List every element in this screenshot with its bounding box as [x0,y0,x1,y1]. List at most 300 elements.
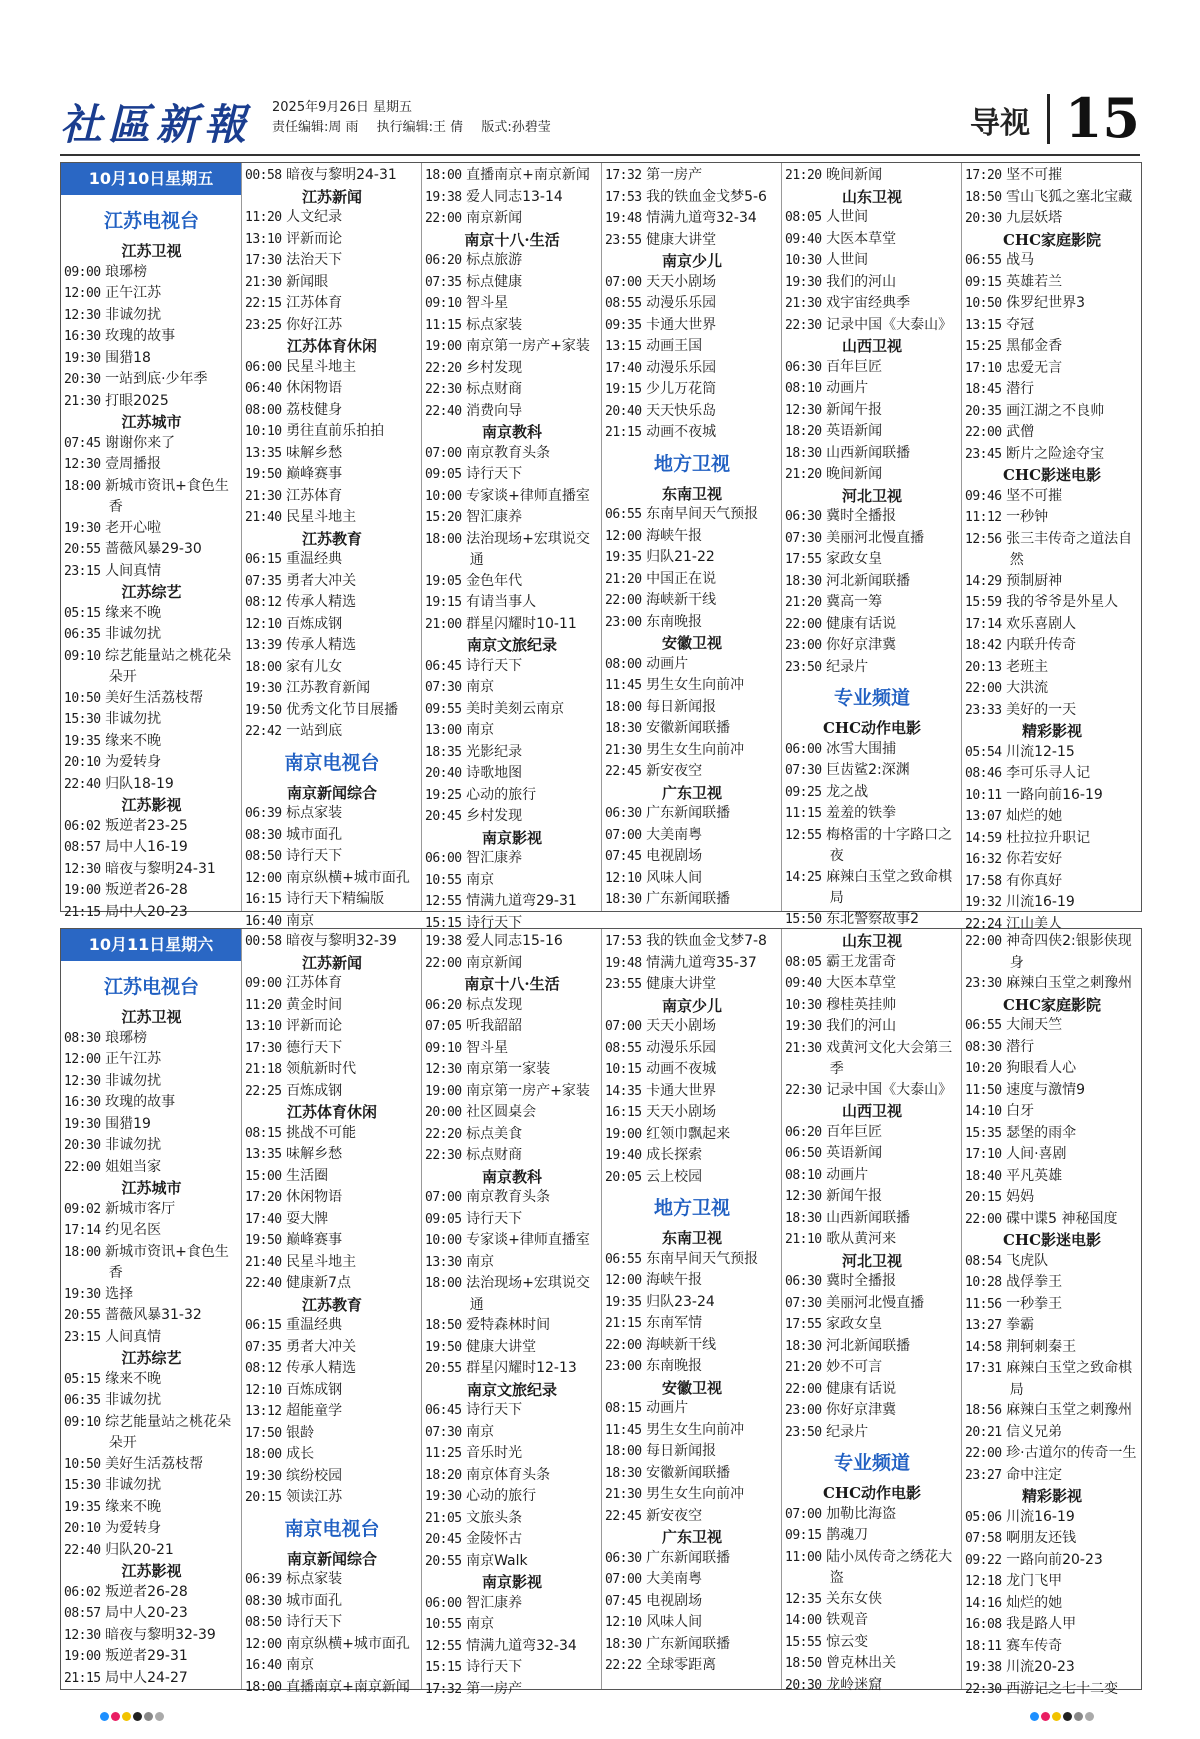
program-item [965,1679,1139,1701]
station-heading: 江苏电视台 [103,210,199,232]
program-title: 新闻午报 [826,1188,883,1204]
program-time: 18:20 [785,424,822,439]
registration-dot [144,1712,153,1721]
program-title: 味解乡愁 [286,444,343,461]
program-item [64,1157,239,1179]
program-item [64,688,239,710]
program-item [605,740,779,762]
program-title: 坚不可摧 [1006,167,1063,183]
program-item [425,891,599,913]
program-time: 23:25 [245,317,282,333]
program-item [425,250,599,272]
program-item [785,506,959,528]
program-item [425,1145,599,1167]
program-time: 13:12 [245,1404,282,1419]
program-item [64,1327,239,1349]
program-title: 江苏体育 [286,487,343,504]
program-time: 12:30 [64,457,101,472]
program-title: 江苏体育 [286,975,343,991]
program-time: 08:50 [245,849,282,864]
program-item [605,187,779,209]
program-title: 专家谈+律师直播室 [466,1232,590,1248]
program-item [425,1529,599,1551]
program-item [605,315,779,337]
program-title: 记录中国《大泰山》 [826,316,953,333]
program-title: 预制厨神 [1006,572,1063,589]
program-time: 08:30 [965,1039,1002,1055]
program-time: 08:00 [245,402,282,418]
program-time: 20:55 [64,1308,101,1323]
program-time: 06:39 [245,806,282,821]
program-time: 21:10 [785,1232,822,1247]
program-title: 我的爷爷是外星人 [1006,594,1119,610]
program-time: 20:10 [64,1521,101,1536]
program-time: 19:50 [245,702,282,718]
program-time: 11:50 [965,1082,1002,1098]
program-item [605,1335,779,1357]
program-title: 智汇康养 [466,1594,523,1611]
program-time: 09:00 [245,976,282,991]
channel-heading: 河北卫视 [841,486,902,505]
schedule-block-day2 [60,928,1142,1697]
program-item [245,1038,419,1060]
program-item [965,571,1139,593]
program-item [605,569,779,591]
program-time: 13:35 [245,1147,282,1162]
program-time: 20:10 [64,755,101,770]
program-item [965,742,1139,764]
program-time: 09:10 [425,1040,462,1056]
program-item [64,1518,239,1540]
program-item [605,1569,779,1591]
program-time: 18:11 [965,1638,1002,1654]
program-item [965,1058,1139,1080]
program-title: 归队23-24 [646,1293,715,1310]
editor: 责任编辑:周 雨 [272,120,359,135]
program-title: 标点健康 [466,273,523,290]
program-title: 戏黄河文化大会第三季 [826,1039,953,1077]
program-time: 18:00 [605,699,642,715]
program-title: 玫瑰的故事 [105,1094,176,1110]
program-title: 非诚勿扰 [105,1072,162,1089]
channel-heading: 精彩影视 [1021,1487,1082,1505]
program-time: 21:18 [245,1062,282,1077]
program-title: 消费向导 [466,402,523,419]
program-item [425,806,599,828]
program-item [785,571,959,593]
program-time: 19:30 [785,1019,822,1034]
channel-heading: 安徽卫视 [661,634,722,652]
program-time: 09:40 [785,976,822,991]
program-title: 动画片 [826,380,869,396]
program-title: 鹊魂刀 [826,1527,869,1543]
program-time: 19:15 [425,595,462,610]
program-item [245,1252,419,1274]
program-item [965,1209,1139,1231]
title-divider [1047,94,1050,144]
program-time: 23:00 [785,638,822,653]
registration-marks-left [100,1706,166,1716]
program-item [425,1422,599,1444]
program-time: 12:00 [605,1273,642,1288]
program-item [245,1423,419,1445]
program-title: 重温经典 [286,1317,343,1333]
program-item [245,825,419,847]
program-time: 18:56 [965,1403,1002,1418]
program-title: 大医本草堂 [826,230,897,247]
program-item [605,1167,779,1189]
program-time: 10:55 [425,1617,462,1632]
program-item [965,1166,1139,1188]
program-title: 老班主 [1006,658,1049,675]
program-item [605,1356,779,1378]
program-item [64,1135,239,1157]
program-time: 18:00 [245,1447,282,1462]
channel-heading: 山西卫视 [841,337,902,355]
program-time: 22:00 [425,955,462,971]
channel-heading: 江苏新闻 [301,953,362,972]
program-title: 新闻午报 [826,401,883,418]
program-time: 22:00 [785,1381,822,1397]
program-title: 速度与激情9 [1006,1081,1086,1098]
schedule-column [61,163,241,920]
program-time: 08:46 [965,766,1002,781]
program-time: 13:30 [425,1254,462,1270]
program-time: 20:05 [605,1169,642,1185]
program-time: 09:10 [425,296,462,311]
program-title: 东南早间天气预报 [646,1250,759,1267]
station-heading: 专业频道 [833,687,910,709]
program-title: 挑战不可能 [286,1124,357,1141]
program-item [245,868,419,890]
program-item [965,507,1139,529]
program-item [64,1220,239,1242]
program-title: 大洪流 [1006,680,1049,696]
program-title: 海峡新干线 [646,1336,717,1353]
program-item [64,326,239,348]
channel-heading: 南京十八·生活 [464,230,560,249]
program-title: 平凡英雄 [1006,1167,1063,1184]
program-item [785,1143,959,1165]
program-time: 17:53 [605,189,642,205]
program-title: 南京 [466,1423,495,1440]
program-title: 琅琊榜 [105,1029,148,1046]
program-time: 20:30 [64,372,101,387]
program-time: 21:30 [245,488,282,504]
program-time: 18:45 [965,382,1002,397]
program-title: 打眼2025 [105,392,169,409]
program-title: 英语新闻 [826,423,883,439]
program-time: 11:56 [965,1296,1002,1312]
program-item [785,1336,959,1358]
program-time: 07:00 [785,1506,822,1522]
program-item [245,931,419,953]
program-item [605,825,779,847]
program-time: 19:15 [605,382,642,397]
program-title: 南京教育头条 [466,1189,551,1205]
program-item [965,657,1139,679]
program-title: 龙门飞甲 [1006,1573,1063,1589]
program-title: 男生女生向前冲 [646,741,745,758]
program-time: 08:55 [605,1040,642,1056]
program-title: 动画片 [646,1400,689,1416]
program-time: 12:00 [245,870,282,886]
program-title: 暗夜与黎明24-31 [286,167,397,183]
program-item [64,1028,239,1050]
program-title: 神奇四侠2:银影侠现身 [1006,933,1132,971]
program-title: 战俘拳王 [1006,1274,1063,1290]
program-item [425,1315,599,1337]
program-title: 壹周播报 [105,456,162,472]
program-item [785,1038,959,1080]
program-title: 动漫乐乐园 [646,295,717,311]
program-title: 大美南粤 [646,1571,703,1587]
program-title: 南京第一家装 [466,1061,551,1077]
program-time: 19:30 [245,1468,282,1484]
program-time: 19:35 [64,733,101,749]
program-title: 乡村发现 [466,808,523,824]
program-title: 法治现场+宏琪说交通 [466,530,590,568]
program-item [425,1124,599,1146]
program-time: 12:30 [425,1062,462,1077]
program-item [965,763,1139,785]
program-time: 23:30 [965,976,1002,991]
program-item [425,1081,599,1103]
program-item [605,272,779,294]
registration-dot [122,1712,131,1721]
program-item [785,315,959,337]
program-item [965,1657,1139,1679]
program-item [785,1675,959,1697]
program-time: 17:55 [785,552,822,567]
program-time: 06:45 [425,1403,462,1418]
program-item [605,526,779,548]
program-title: 谢谢你来了 [105,434,176,451]
program-item [605,1441,779,1463]
program-time: 11:12 [965,510,1002,525]
program-time: 19:00 [425,339,462,354]
program-title: 暗夜与黎明32-39 [105,1626,216,1643]
program-item [965,1251,1139,1273]
program-item [425,931,599,953]
program-time: 06:02 [64,818,101,834]
program-title: 重温经典 [286,551,343,567]
program-item [965,486,1139,508]
program-item [64,262,239,284]
program-title: 非诚勿扰 [105,1137,162,1153]
program-time: 18:40 [965,1168,1002,1184]
program-title: 标点家装 [466,316,523,333]
program-title: 标点财商 [466,1147,523,1163]
program-title: 百炼成钢 [286,1381,343,1398]
program-item [425,208,599,230]
schedule-columns [61,163,1141,932]
program-item [64,1369,239,1391]
program-item [605,953,779,975]
program-title: 一路向前16-19 [1006,786,1103,803]
program-item [605,1655,779,1677]
program-time: 17:40 [605,360,642,376]
program-item [965,1550,1139,1572]
program-item [64,518,239,540]
program-time: 17:40 [245,1211,282,1227]
program-time: 23:55 [605,232,642,248]
program-time: 12:00 [245,1636,282,1652]
program-item [965,1443,1139,1465]
program-title: 南京 [286,912,315,929]
program-title: 南京第一房产+家装 [466,338,590,354]
program-time: 09:22 [965,1552,1002,1568]
program-item [785,250,959,272]
program-time: 18:30 [785,445,822,461]
program-item [785,293,959,315]
program-item [245,250,419,272]
program-item [605,868,779,890]
channel-heading: 江苏综艺 [121,1349,182,1367]
program-time: 20:55 [425,1361,462,1376]
program-title: 智斗星 [466,1039,509,1056]
program-item [785,1653,959,1675]
program-time: 15:59 [965,595,1002,610]
program-time: 19:35 [64,1499,101,1515]
program-time: 11:45 [605,678,642,693]
program-time: 15:15 [425,915,462,931]
program-item [785,421,959,443]
program-time: 15:30 [64,712,101,727]
program-item [245,1187,419,1209]
program-item [425,870,599,892]
program-item [965,444,1139,466]
program-item [425,1465,599,1487]
program-title: 爱人同志15-16 [466,933,563,949]
program-item [785,378,959,400]
program-title: 美丽河北慢直播 [826,1294,925,1311]
program-title: 第一房产 [646,167,703,183]
program-item [785,657,959,679]
program-title: 新闻眼 [286,273,329,290]
issue-meta [272,98,565,138]
program-time: 19:38 [425,189,462,205]
program-time: 21:20 [785,595,822,610]
schedule-column [961,929,1141,1697]
program-title: 局中人20-23 [105,1605,188,1621]
program-title: 综艺能量站之桃花朵朵开 [105,1413,232,1451]
station-heading: 地方卫视 [653,452,730,475]
program-time: 05:15 [64,1371,101,1387]
program-title: 瑟堡的雨伞 [1006,1124,1077,1141]
program-item [965,1614,1139,1636]
program-title: 惊云变 [826,1633,869,1650]
program-item [425,1679,599,1701]
program-title: 我们的河山 [826,1018,897,1034]
program-title: 领航新时代 [286,1061,357,1077]
channel-heading: CHC家庭影院 [1002,995,1102,1014]
program-item [245,1401,419,1423]
program-item [245,1123,419,1145]
program-time: 23:00 [785,1403,822,1418]
program-time: 21:40 [245,1254,282,1270]
program-title: 直播南京+南京新闻 [286,1678,410,1695]
program-time: 18:20 [425,1467,462,1483]
program-title: 新城市资讯+食色生香 [105,1243,229,1281]
program-item [425,1551,599,1573]
program-time: 19:00 [425,1083,462,1099]
program-title: 一站到底·少年季 [105,371,208,387]
program-item [64,1114,239,1136]
program-title: 龙岭迷窟 [826,1676,883,1693]
program-title: 云上校园 [646,1168,703,1185]
program-time: 09:35 [605,317,642,333]
program-time: 20:15 [245,1490,282,1505]
program-time: 12:30 [64,861,101,877]
program-title: 拳霸 [1006,1317,1035,1333]
program-item [425,1016,599,1038]
program-item [245,1380,419,1402]
program-time: 22:24 [965,916,1002,932]
program-time: 14:58 [965,1339,1002,1355]
program-time: 19:25 [425,787,462,803]
program-title: 风味人间 [646,869,703,886]
program-time: 22:42 [245,724,282,739]
program-title: 情满九道弯32-34 [646,210,757,226]
program-time: 13:07 [965,809,1002,824]
program-time: 17:14 [64,1223,101,1238]
program-item [605,1548,779,1570]
program-title: 评新而论 [286,230,343,247]
program-item [245,1444,419,1466]
program-item [245,443,419,465]
program-title: 归队18-19 [105,775,174,792]
program-time: 10:28 [965,1275,1002,1290]
program-time: 17:20 [965,168,1002,183]
program-time: 23:50 [785,1424,822,1440]
channel-heading: 广东卫视 [661,1528,722,1546]
program-item [245,207,419,229]
program-item [965,422,1139,444]
program-item [605,1270,779,1292]
program-item [245,229,419,251]
program-time: 21:20 [785,168,822,183]
program-item [785,1229,959,1251]
program-item [64,1646,239,1668]
program-time: 14:00 [785,1613,822,1628]
program-time: 19:38 [965,1660,1002,1675]
program-time: 19:35 [605,550,642,565]
day-header: 10月10日星期五 [61,163,241,195]
program-title: 生活圈 [286,1167,329,1184]
program-item [245,700,419,722]
program-title: 晚间新闻 [826,167,883,183]
program-title: 标点旅游 [466,252,523,268]
program-item [785,1357,959,1379]
program-time: 06:35 [64,1393,101,1408]
program-title: 我们的河山 [826,273,897,290]
program-title: 麻辣白玉堂之致命棋局 [1006,1360,1133,1398]
program-item [965,1422,1139,1444]
program-time: 06:30 [785,1274,822,1289]
channel-heading: CHC影迷电影 [1002,1231,1102,1249]
program-item [425,1657,599,1679]
program-item [425,401,599,423]
program-title: 卡通大世界 [646,316,717,333]
program-time: 21:20 [605,571,642,587]
program-time: 08:00 [605,656,642,672]
program-title: 家有儿女 [286,658,343,675]
program-title: 正午江苏 [105,285,162,301]
program-item [425,1443,599,1465]
program-title: 巅峰赛事 [286,1232,343,1248]
program-time: 08:12 [245,595,282,610]
